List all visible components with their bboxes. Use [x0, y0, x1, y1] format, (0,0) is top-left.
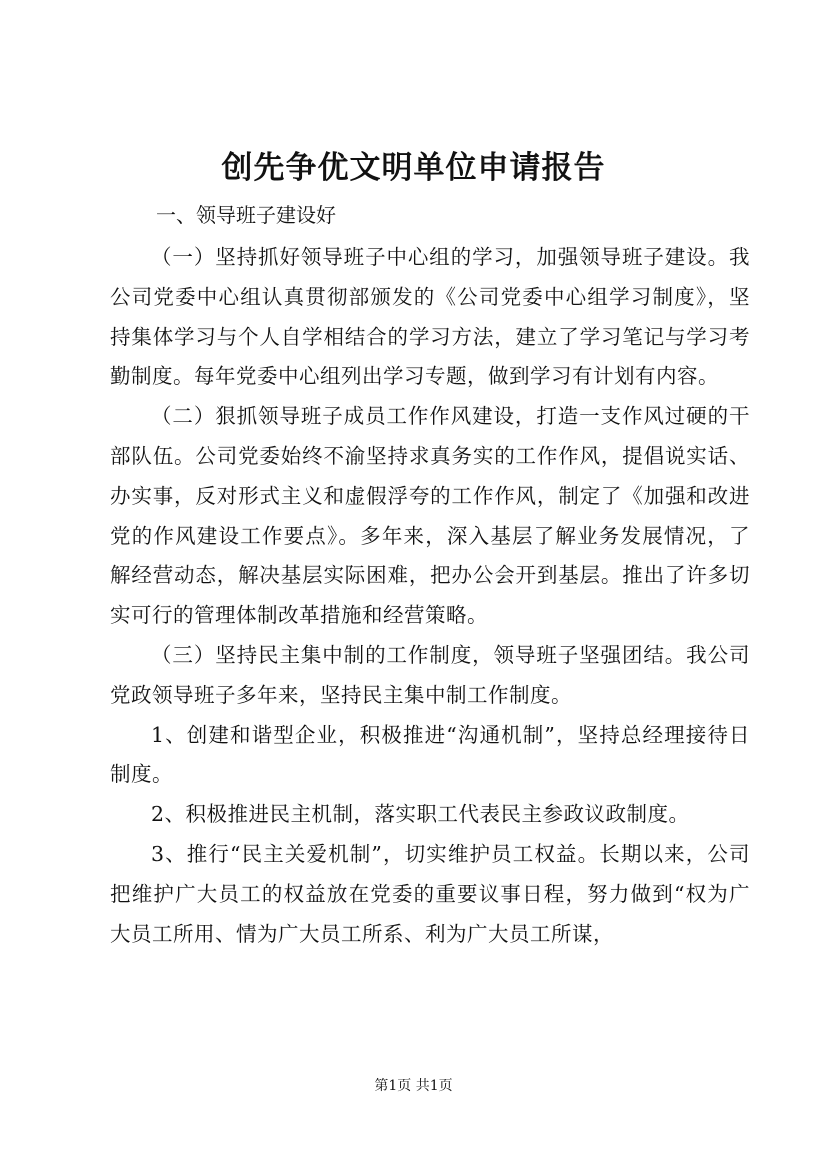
document-body	[110, 238, 750, 954]
paragraph: 2、积极推进民主机制，落实职工代表民主参政议政制度。	[151, 802, 690, 827]
paragraph: （一）坚持抓好领导班子中心组的学习，加强领导班子建设。我公司党委中心组认真贯彻部颁发的《公司党委中心组学习制度》，坚持集体学习与个人自学相结合的学习方法，建立了学习笔记与学习考勤制度。每年党委中心组列出学习专题，做到学习有计划有内容。	[110, 245, 750, 389]
paragraph: 1、创建和谐型企业，积极推进“沟通机制”，坚持总经理接待日制度。	[110, 722, 750, 787]
document-title: 创先争优文明单位申请报告	[221, 150, 606, 186]
paragraph: 3、推行“民主关爱机制”，切实维护员工权益。长期以来，公司把维护广大员工的权益放在党委的重要议事日程，努力做到“权为广大员工所用、情为广大员工所系、利为广大员工所谋，	[110, 841, 750, 946]
page-footer: 第1页 共1页	[374, 1078, 453, 1094]
section-heading: 一、领导班子建设好	[156, 203, 336, 227]
paragraph: （三）坚持民主集中制的工作制度，领导班子坚强团结。我公司党政领导班子多年来，坚持民主集中制工作制度。	[110, 642, 750, 707]
paragraph: （二）狠抓领导班子成员工作作风建设，打造一支作风过硬的干部队伍。公司党委始终不渝坚持求真务实的工作作风，提倡说实话、办实事，反对形式主义和虚假浮夸的工作作风，制定了《加强和改进党的作风建设工作要点》。多年来，深入基层了解业务发展情况，了解经营动态，解决基层实际困难，把办公会开到基层。推出了许多切实可行的管理体制改革措施和经营策略。	[110, 404, 750, 628]
